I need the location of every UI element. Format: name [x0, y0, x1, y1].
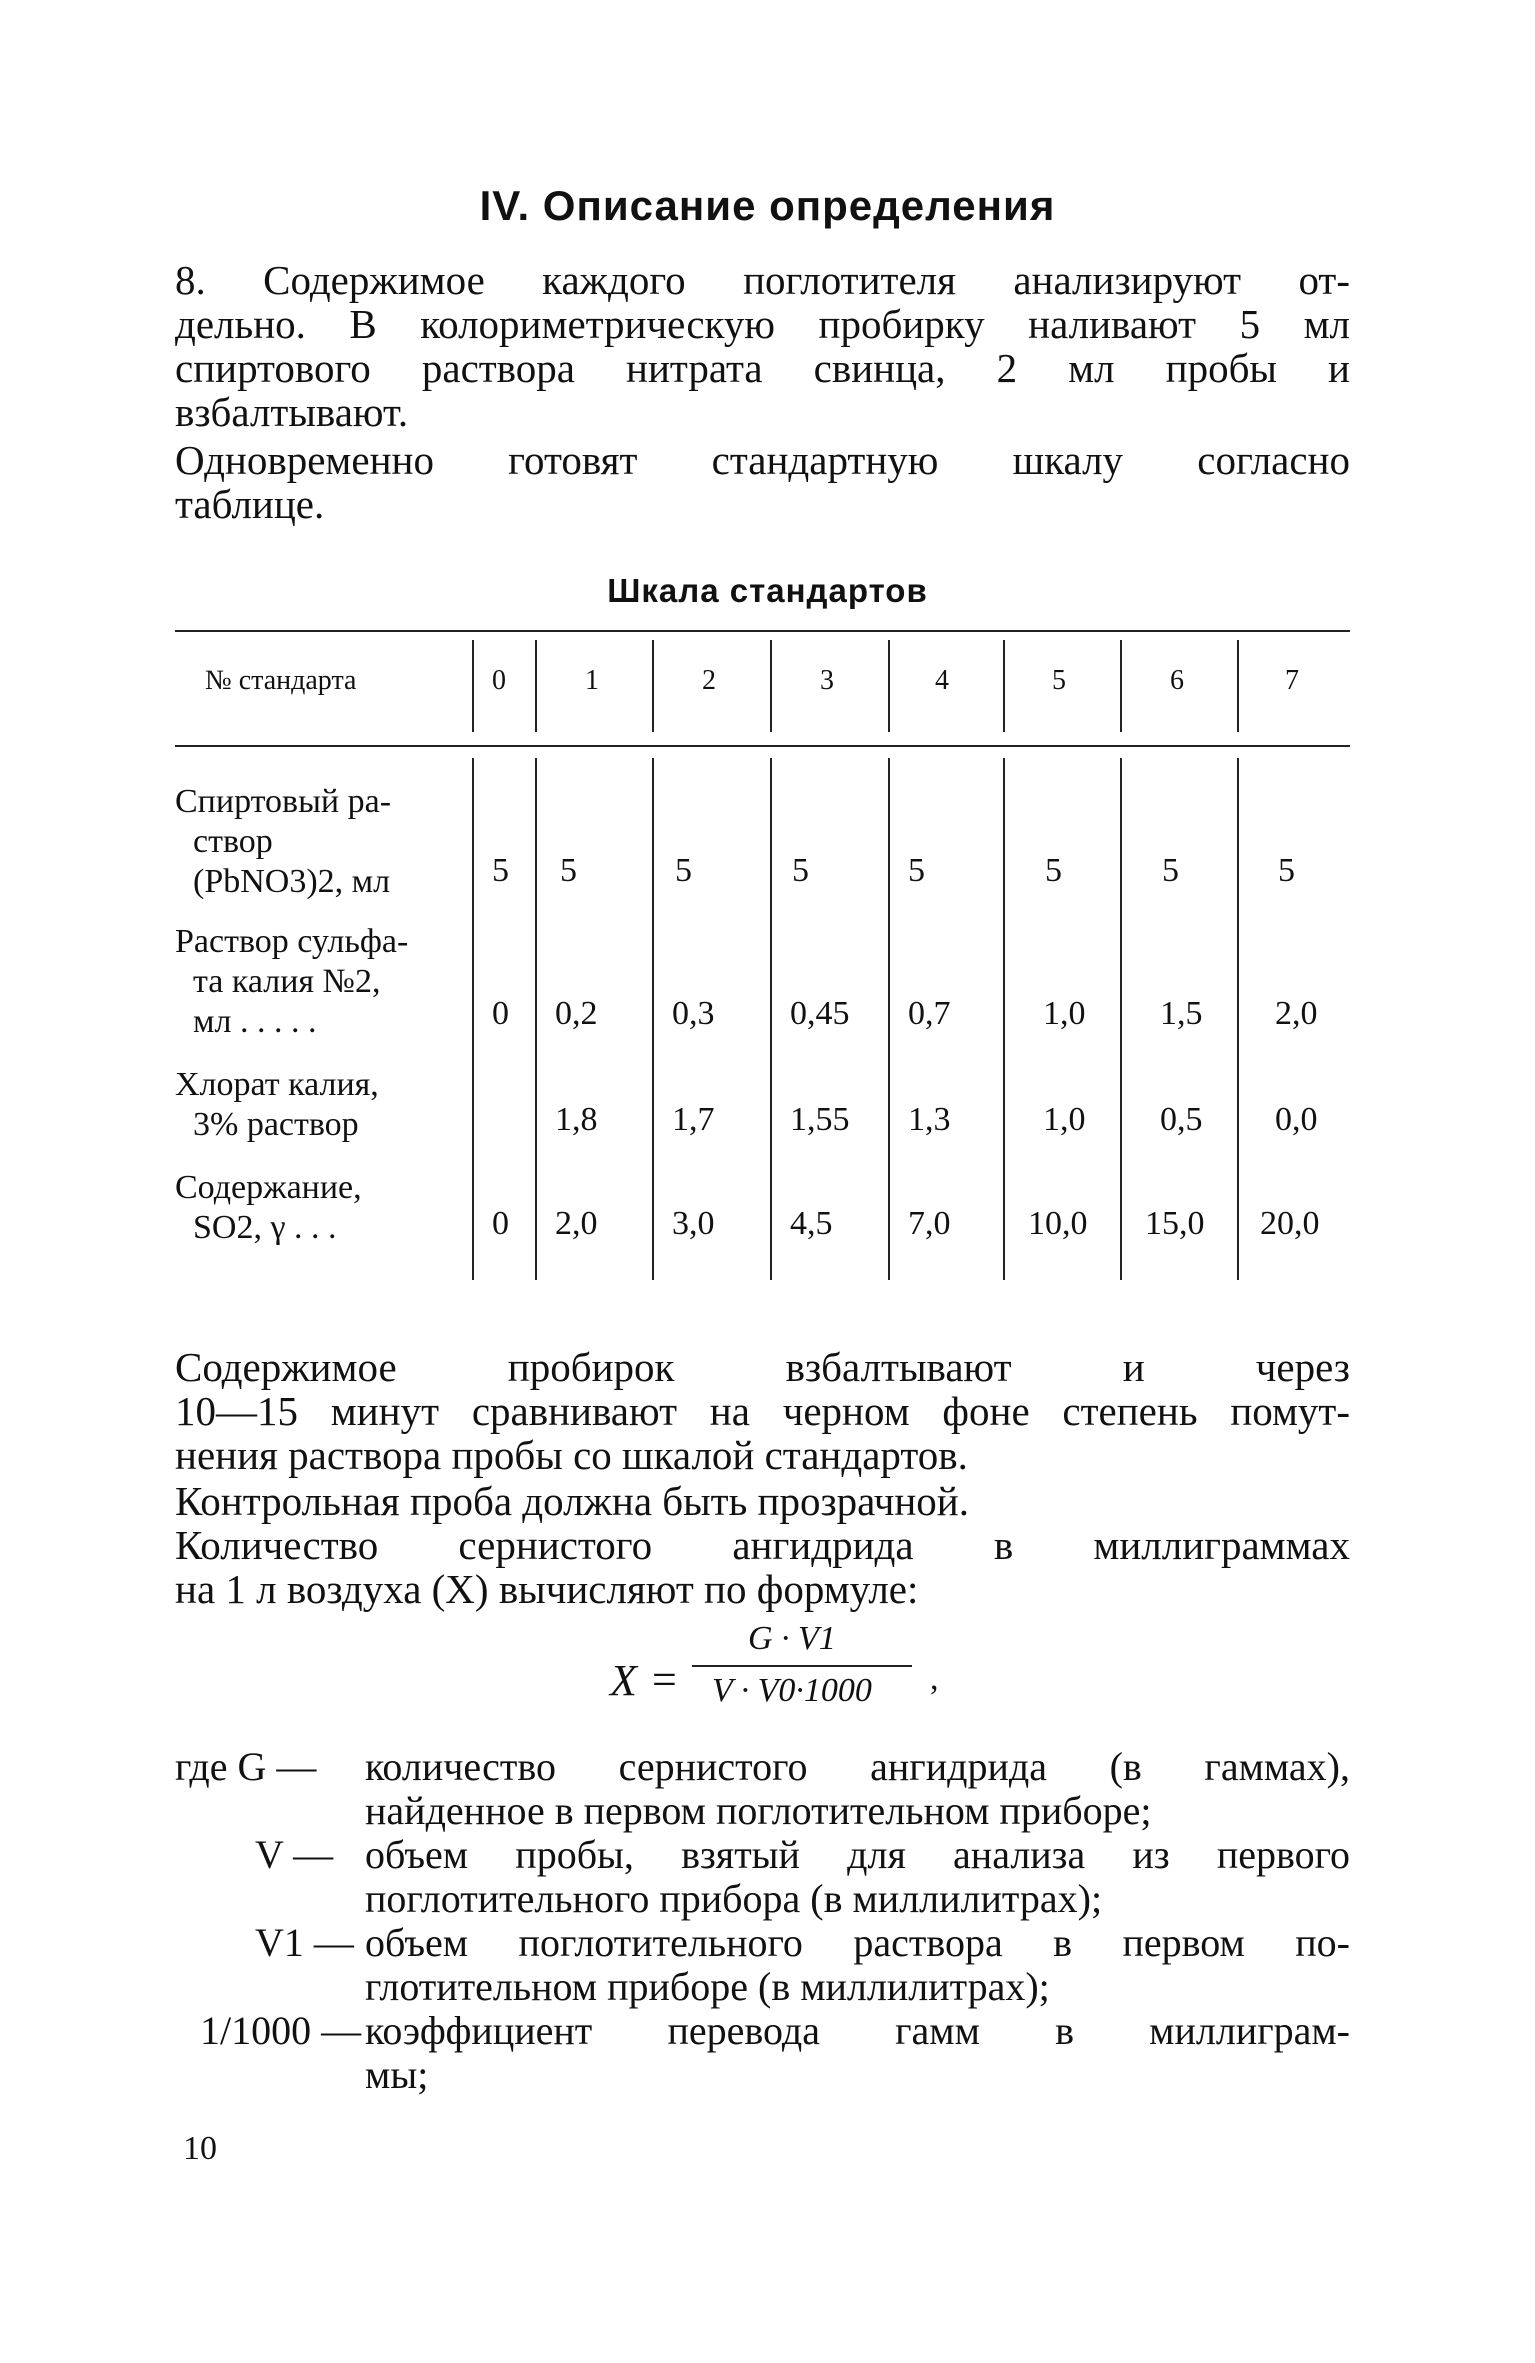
row-label — [175, 1065, 435, 1145]
definition-text: объем пробы, взятый для анализа из первого — [365, 1832, 1350, 1877]
column-divider — [770, 640, 772, 732]
table-cell: 10,0 — [1028, 1205, 1088, 1242]
column-divider — [1237, 758, 1239, 1280]
header-cell: 4 — [935, 665, 949, 696]
formula-equals: = — [652, 1655, 677, 1704]
table-cell: 5 — [492, 852, 509, 889]
column-divider — [888, 758, 890, 1280]
definition-text: объем поглотительного раствора в первом по- — [365, 1920, 1350, 1965]
section-heading: IV. Описание определения — [479, 182, 1056, 229]
table-cell: 5 — [1278, 852, 1295, 889]
header-cell: 7 — [1285, 665, 1299, 696]
table-cell: 1,0 — [1043, 1101, 1086, 1138]
text-line: Содержимое пробирок взбалтывают и через — [175, 1344, 1350, 1390]
text-line: взбалтывают. — [175, 389, 409, 435]
row-label — [175, 782, 435, 902]
table-cell: 5 — [792, 852, 809, 889]
table-cell: 5 — [560, 852, 577, 889]
table-cell: 5 — [908, 852, 925, 889]
definition-symbol: где G — — [175, 1744, 317, 1789]
row-label-line: Хлорат калия, — [175, 1066, 379, 1103]
paragraph-procedure — [175, 1345, 1350, 1477]
table-cell: 5 — [1162, 852, 1179, 889]
column-divider — [1120, 640, 1122, 732]
row-label-line: Раствор сульфа- — [175, 923, 409, 960]
column-divider — [1237, 640, 1239, 732]
text-line: Количество сернистого ангидрида в миллиграммах — [175, 1522, 1350, 1568]
column-divider — [535, 640, 537, 732]
definition-row — [175, 1965, 1350, 2009]
text-line: Одновременно готовят стандартную шкалу согласно — [175, 437, 1350, 483]
row-label — [175, 1168, 435, 1248]
paragraph-control-sample — [175, 1479, 1350, 1523]
text-line: 10—15 минут сравнивают на черном фоне степень помут- — [175, 1388, 1350, 1434]
formula-numerator: G · V1 — [748, 1620, 836, 1657]
table-cell: 5 — [675, 852, 692, 889]
row-label-line: мл . . . . . — [193, 1003, 317, 1040]
column-divider — [1003, 758, 1005, 1280]
row-label — [175, 922, 435, 1042]
header-cell: 5 — [1052, 665, 1066, 696]
table-cell: 0,2 — [555, 995, 598, 1032]
table-cell: 20,0 — [1260, 1205, 1320, 1242]
table-cell: 1,55 — [790, 1101, 850, 1138]
definition-text: мы; — [365, 2052, 429, 2097]
row-label-line: 3% раствор — [193, 1106, 359, 1143]
text-line: таблице. — [175, 481, 325, 527]
column-divider — [472, 640, 474, 732]
text-line: нения раствора пробы со шкалой стандартов. — [175, 1432, 968, 1478]
definition-text: количество сернистого ангидрида (в гаммах), — [365, 1744, 1350, 1789]
column-divider — [770, 758, 772, 1280]
column-divider — [652, 758, 654, 1280]
definition-row — [175, 1877, 1350, 1921]
table-top-rule — [175, 630, 1350, 632]
formula-denominator: V · V0·1000 — [712, 1672, 872, 1709]
paragraph-calculation — [175, 1523, 1350, 1611]
table-cell: 1,7 — [672, 1101, 715, 1138]
header-cell: 0 — [492, 665, 506, 696]
definition-row — [175, 1921, 1350, 1965]
table-cell: 1,3 — [908, 1101, 951, 1138]
row-label-line: SO2, γ . . . — [193, 1209, 337, 1246]
column-divider — [1120, 758, 1122, 1280]
text-line: Контрольная проба должна быть прозрачной. — [175, 1478, 969, 1524]
table-cell: 0 — [492, 1205, 509, 1242]
table-header-rule — [175, 745, 1350, 747]
definition-row — [175, 1745, 1350, 1789]
table-cell: 4,5 — [790, 1205, 833, 1242]
column-divider — [888, 640, 890, 732]
fraction-bar — [692, 1665, 912, 1667]
row-label-line: (PbNO3)2, мл — [193, 863, 391, 900]
formula — [600, 1620, 960, 1740]
table-cell: 0 — [492, 995, 509, 1032]
definition-symbol: 1/1000 — — [200, 2008, 362, 2053]
table-cell: 0,45 — [790, 995, 850, 1032]
header-cell: 6 — [1170, 665, 1184, 696]
page-number: 10 — [183, 2130, 217, 2167]
definition-symbol: V — — [255, 1832, 334, 1877]
table-caption: Шкала стандартов — [607, 572, 928, 609]
header-cell: 1 — [585, 665, 599, 696]
definition-row — [175, 2053, 1350, 2097]
column-divider — [535, 758, 537, 1280]
paragraph-standard-scale — [175, 438, 1350, 526]
column-divider — [1003, 640, 1005, 732]
table-cell: 1,8 — [555, 1101, 598, 1138]
definition-text: глотительном приборе (в миллилитрах); — [365, 1964, 1050, 2009]
table-cell: 2,0 — [1275, 995, 1318, 1032]
table-cell: 2,0 — [555, 1205, 598, 1242]
variable-definitions — [175, 1745, 1350, 2097]
table-cell: 15,0 — [1145, 1205, 1205, 1242]
definition-text: поглотительного прибора (в миллилитрах); — [365, 1876, 1103, 1921]
row-label-line: створ — [193, 823, 273, 860]
table-cell: 1,0 — [1043, 995, 1086, 1032]
definition-row — [175, 2009, 1350, 2053]
table-cell: 0,0 — [1275, 1101, 1318, 1138]
text-line: на 1 л воздуха (X) вычисляют по формуле: — [175, 1566, 919, 1612]
paragraph-8 — [175, 258, 1350, 434]
formula-lhs: X — [610, 1656, 637, 1705]
table-cell: 3,0 — [672, 1205, 715, 1242]
header-label: № стандарта — [205, 665, 357, 696]
text-line: дельно. В колориметрическую пробирку наливают 5 мл — [175, 301, 1350, 347]
row-label-line: та калия №2, — [193, 963, 381, 1000]
table-cell: 0,7 — [908, 995, 951, 1032]
header-cell: 3 — [820, 665, 834, 696]
definition-row — [175, 1833, 1350, 1877]
definition-text: коэффициент перевода гамм в миллиграм- — [365, 2008, 1350, 2053]
definition-symbol: V1 — — [255, 1920, 354, 1965]
row-label-line: Спиртовый ра- — [175, 783, 392, 820]
definition-row — [175, 1789, 1350, 1833]
column-divider — [652, 640, 654, 732]
row-label-line: Содержание, — [175, 1169, 362, 1206]
column-divider — [472, 758, 474, 1280]
text-line: 8. Содержимое каждого поглотителя анализируют от- — [175, 257, 1350, 303]
table-cell: 1,5 — [1160, 995, 1203, 1032]
table-cell: 0,3 — [672, 995, 715, 1032]
table-cell: 7,0 — [908, 1205, 951, 1242]
definition-text: найденное в первом поглотительном приборе; — [365, 1788, 1152, 1833]
text-line: спиртового раствора нитрата свинца, 2 мл пробы и — [175, 345, 1350, 391]
formula-comma: , — [930, 1660, 939, 1697]
header-cell: 2 — [702, 665, 716, 696]
table-cell: 5 — [1045, 852, 1062, 889]
table-cell: 0,5 — [1160, 1101, 1203, 1138]
